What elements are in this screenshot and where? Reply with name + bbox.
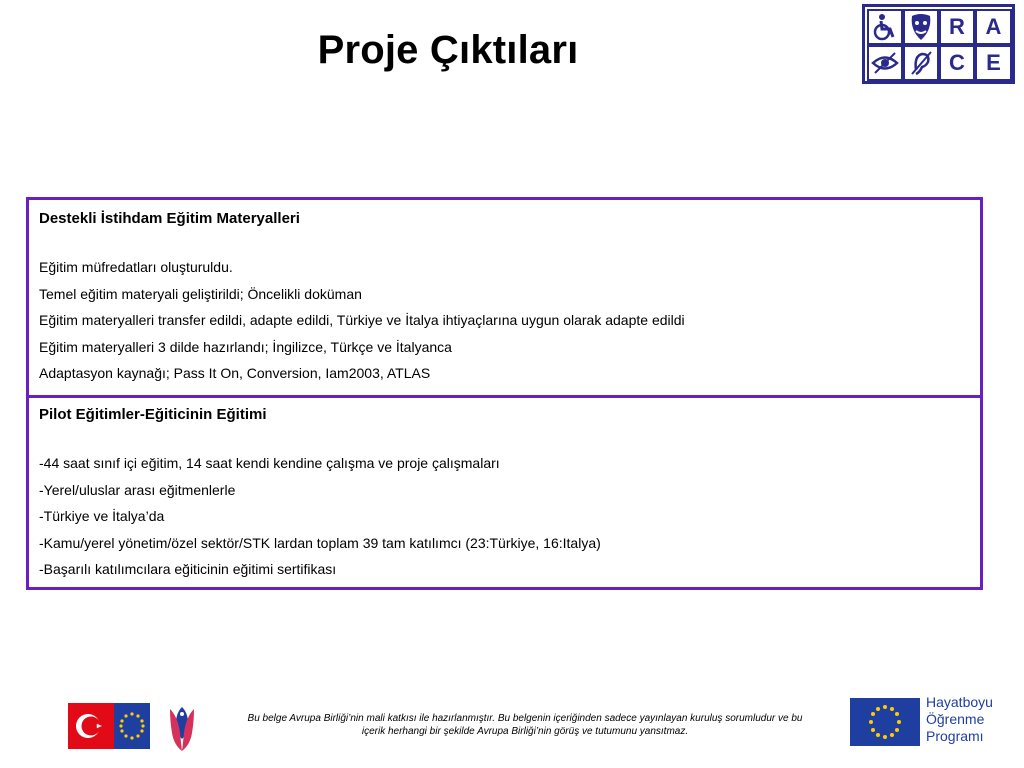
program-name-line: Programı <box>926 728 984 744</box>
section-line: -Başarılı katılımcılara eğiticinin eğitimi sertifikası <box>39 561 337 578</box>
eu-flag-icon <box>850 698 920 746</box>
eye-icon <box>867 45 903 81</box>
section-title: Destekli İstihdam Eğitim Materyalleri <box>39 210 300 227</box>
tulip-logo-icon <box>166 703 198 753</box>
section-line: Adaptasyon kaynağı; Pass It On, Conversion, Iam2003, ATLAS <box>39 365 431 382</box>
section-line: -Kamu/yerel yönetim/özel sektör/STK lardan toplam 39 tam katılımcı (23:Türkiye, 16:Italya) <box>39 534 601 551</box>
race-logo <box>862 4 1015 84</box>
ear-icon <box>903 45 939 81</box>
race-letter-r: R <box>939 9 975 45</box>
eu-disclaimer: Bu belge Avrupa Birliği’nin mali katkısı ile hazırlanmıştır. Bu belgenin içeriğinden sadece yayınlayan kuruluş sorumludur ve bu içerik herhangi bir şekilde Avrupa Birliği’nin görüş ve tutumunu yansıtmaz. <box>247 713 803 737</box>
outputs-table <box>26 197 983 590</box>
slide-title: Proje Çıktıları <box>317 28 579 72</box>
section-supported-employment <box>29 200 980 395</box>
wheelchair-icon <box>867 9 903 45</box>
section-line: Eğitim müfredatları oluşturuldu. <box>39 259 233 275</box>
face-mask-icon <box>903 9 939 45</box>
program-name-line: Öğrenme <box>926 711 985 727</box>
section-title: Pilot Eğitimler-Eğiticinin Eğitimi <box>39 406 267 423</box>
race-letter-e: E <box>975 45 1012 81</box>
race-letter-c: C <box>939 45 975 81</box>
race-letter-a: A <box>975 9 1012 45</box>
turkey-flag-icon <box>68 703 114 749</box>
section-line: Eğitim materyalleri transfer edildi, adapte edildi, Türkiye ve İtalya ihtiyaçlarına uygun olarak adapte edildi <box>39 312 685 329</box>
section-pilot-trainings <box>29 395 980 587</box>
section-line: Temel eğitim materyali geliştirildi; Öncelikli doküman <box>39 285 362 302</box>
section-line: -Türkiye ve İtalya’da <box>39 508 165 525</box>
lifelong-learning-programme-logo <box>926 694 1024 745</box>
section-line: Eğitim materyalleri 3 dilde hazırlandı; İngilizce, Türkçe ve İtalyanca <box>39 338 452 355</box>
eu-flag-icon <box>114 703 150 749</box>
program-name-line: Hayatboyu <box>926 694 993 710</box>
section-line: -Yerel/uluslar arası eğitmenlerle <box>39 481 236 498</box>
section-line: -44 saat sınıf içi eğitim, 14 saat kendi kendine çalışma ve proje çalışmaları <box>39 455 500 471</box>
